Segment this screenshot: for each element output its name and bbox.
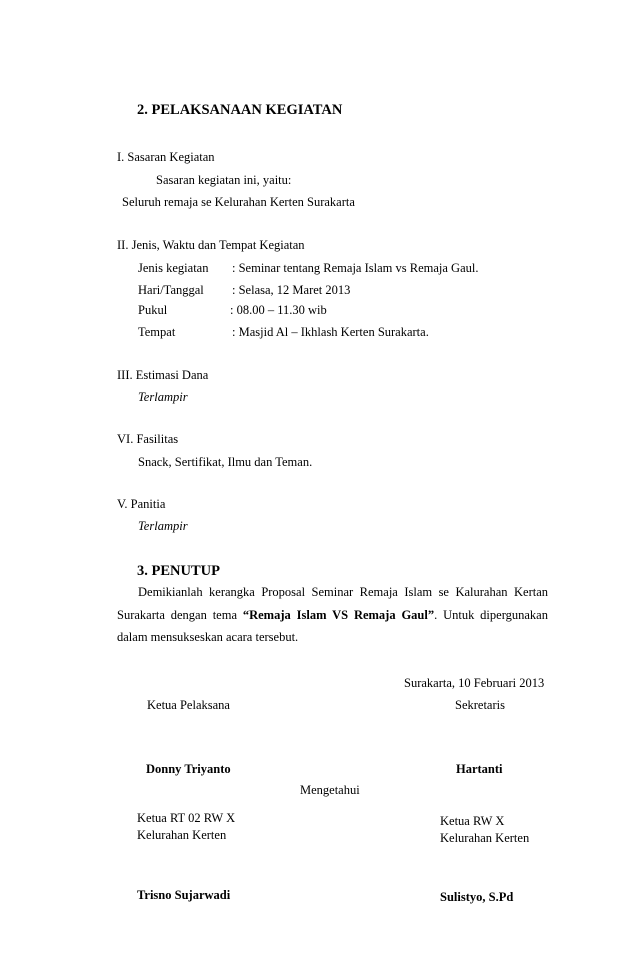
fasilitas-value: Snack, Sertifikat, Ilmu dan Teman. [138,455,313,469]
jenis-waktu-title: II. Jenis, Waktu dan Tempat Kegiatan [117,238,305,252]
closing-paragraph-line-2 [117,609,548,622]
detail-label: Jenis kegiatan [138,261,209,275]
mengetahui-label: Mengetahui [300,783,360,797]
closing-paragraph-line-1: Demikianlah kerangka Proposal Seminar Remaja Islam se Kalurahan Kertan [138,585,548,599]
panitia-title: V. Panitia [117,497,166,511]
detail-value: : Seminar tentang Remaja Islam vs Remaja Gaul. [232,261,479,275]
detail-value: : Masjid Al – Ikhlash Kerten Surakarta. [232,325,429,339]
ketua-rw-line-2: Kelurahan Kerten [440,831,530,845]
role-sekretaris: Sekretaris [455,698,505,712]
fasilitas-title: VI. Fasilitas [117,432,179,446]
closing-text: . Untuk dipergunakan [434,608,548,622]
detail-label: Tempat [138,325,176,339]
name-ketua-rt: Trisno Sujarwadi [137,888,231,902]
closing-text: Surakarta dengan tema [117,608,243,622]
ketua-rt-line-2: Kelurahan Kerten [137,828,227,842]
estimasi-dana-title: III. Estimasi Dana [117,368,209,382]
name-sekretaris: Hartanti [456,762,503,776]
sasaran-line-2: Seluruh remaja se Kelurahan Kerten Surakarta [122,195,355,209]
detail-label: Hari/Tanggal [138,283,204,297]
sasaran-title: I. Sasaran Kegiatan [117,150,215,164]
role-ketua-pelaksana: Ketua Pelaksana [147,698,230,712]
detail-label: Pukul [138,303,168,317]
sasaran-line-1: Sasaran kegiatan ini, yaitu: [156,173,292,187]
detail-value: : Selasa, 12 Maret 2013 [232,283,351,297]
panitia-value: Terlampir [138,519,188,533]
section-2-heading: 2. PELAKSANAAN KEGIATAN [137,102,343,118]
detail-value: : 08.00 – 11.30 wib [230,303,327,317]
ketua-rw-line-1: Ketua RW X [440,814,505,828]
closing-paragraph-line-3: dalam mensukseskan acara tersebut. [117,630,299,644]
ketua-rt-line-1: Ketua RT 02 RW X [137,811,236,825]
name-ketua-rw: Sulistyo, S.Pd [440,890,514,904]
section-3-heading: 3. PENUTUP [137,563,220,579]
event-theme: “Remaja Islam VS Remaja Gaul” [242,608,435,622]
place-date: Surakarta, 10 Februari 2013 [404,676,545,690]
estimasi-dana-value: Terlampir [138,390,188,404]
name-ketua-pelaksana: Donny Triyanto [146,762,231,776]
